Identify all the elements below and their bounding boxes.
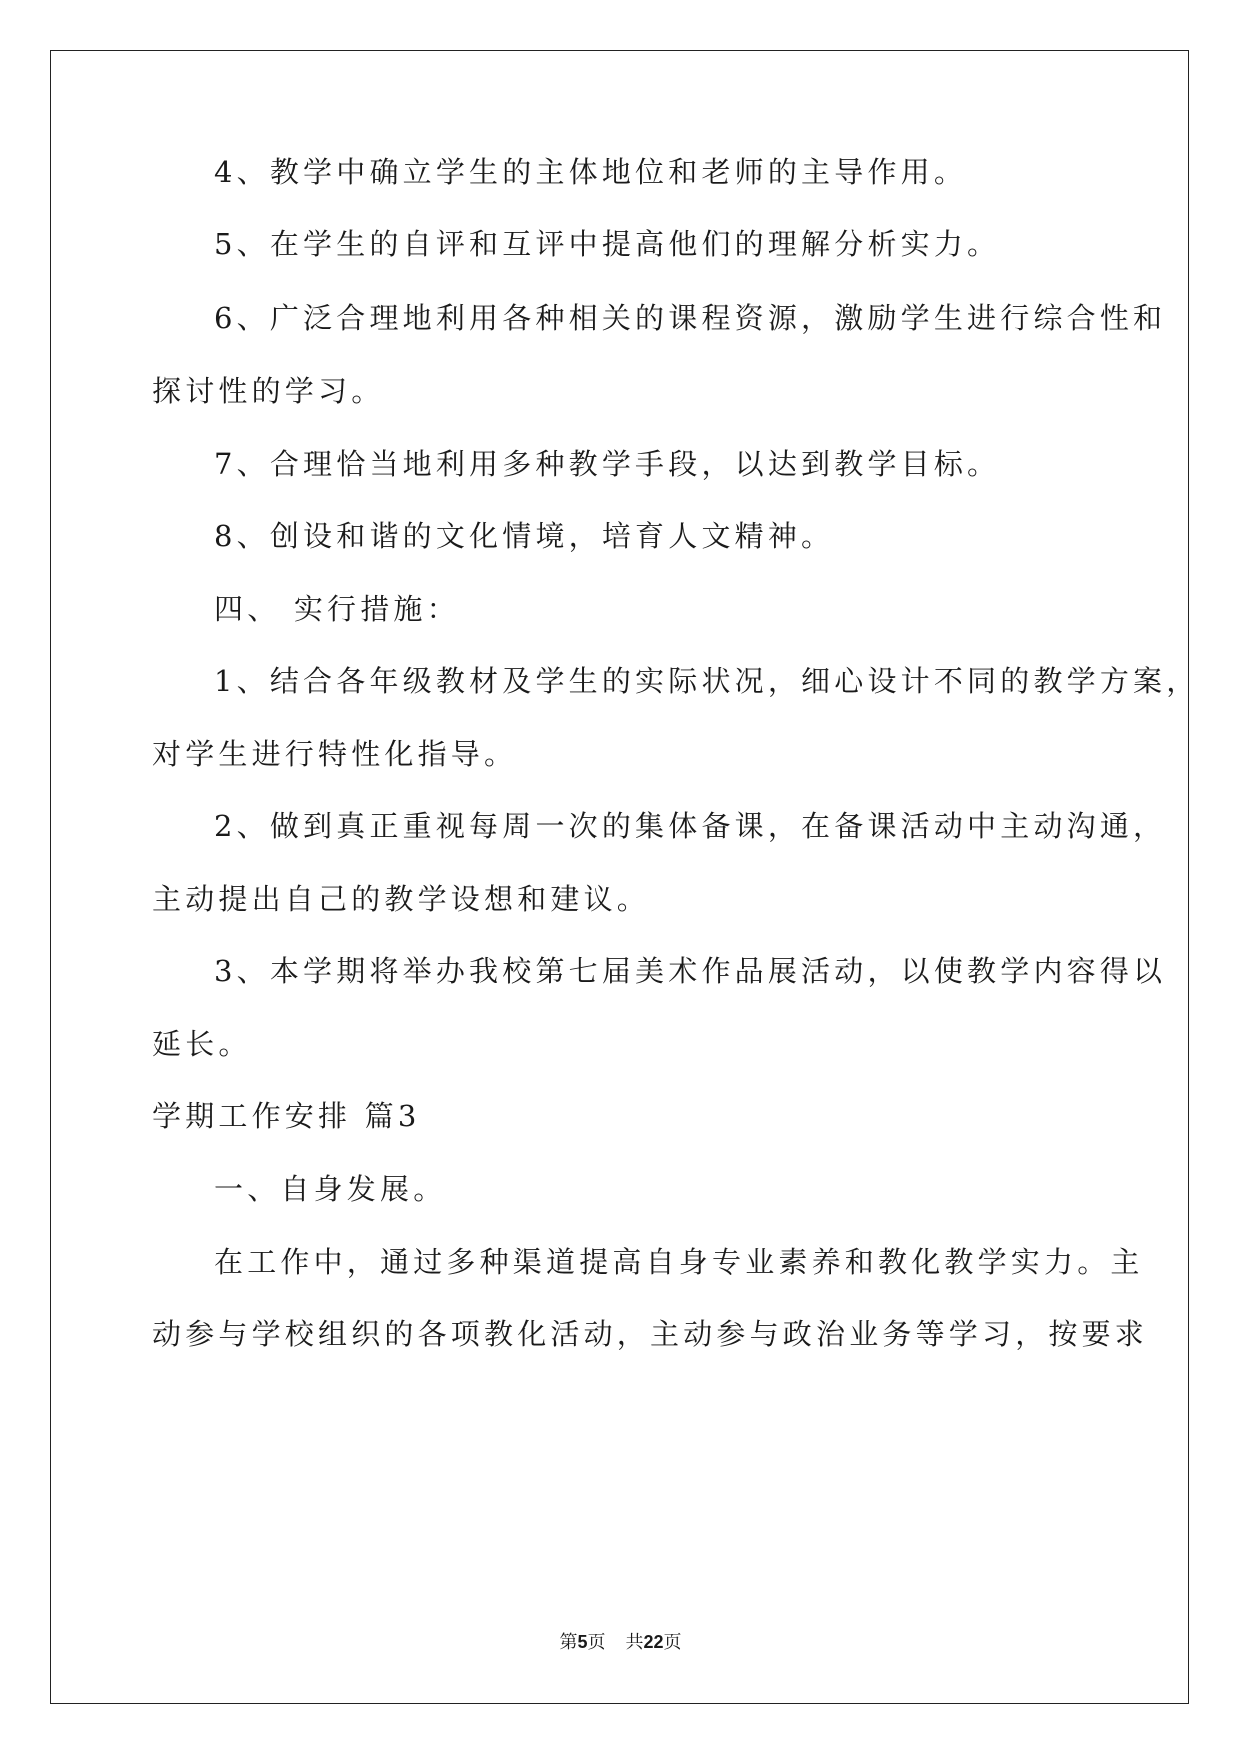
text-line: 在工作中，通过多种渠道提高自身专业素养和教化教学实力。主 <box>214 1245 1144 1279</box>
text-line: 3、本学期将举办我校第七届美术作品展活动，以使教学内容得以 <box>214 954 1167 988</box>
text-line: 5、在学生的自评和互评中提高他们的理解分析实力。 <box>214 227 1001 261</box>
text-line: 2、做到真正重视每周一次的集体备课，在备课活动中主动沟通， <box>214 809 1167 843</box>
page-number: 5 <box>577 1632 588 1652</box>
page-prefix: 第 <box>559 1632 578 1653</box>
total-suffix: 页 <box>663 1632 682 1653</box>
page-footer <box>0 1628 1241 1654</box>
total-prefix: 共 <box>625 1632 644 1653</box>
text-line: 6、广泛合理地利用各种相关的课程资源，激励学生进行综合性和 <box>214 301 1167 335</box>
text-line: 延长。 <box>152 1027 252 1061</box>
text-line: 主动提出自己的教学设想和建议。 <box>152 882 651 916</box>
text-line: 动参与学校组织的各项教化活动，主动参与政治业务等学习，按要求 <box>152 1317 1149 1351</box>
text-line: 四、 实行措施： <box>214 592 460 626</box>
text-line: 7、合理恰当地利用多种教学手段，以达到教学目标。 <box>214 447 1001 481</box>
text-line: 1、结合各年级教材及学生的实际状况，细心设计不同的教学方案， <box>214 664 1200 698</box>
page-frame <box>50 50 1200 1704</box>
text-line: 4、教学中确立学生的主体地位和老师的主导作用。 <box>214 155 968 189</box>
text-line: 8、创设和谐的文化情境，培育人文精神。 <box>214 519 835 553</box>
text-line: 一、自身发展。 <box>214 1172 447 1206</box>
total-pages: 22 <box>643 1632 664 1652</box>
text-line: 学期工作安排 篇3 <box>152 1099 421 1133</box>
text-line: 对学生进行特性化指导。 <box>152 737 518 771</box>
text-line: 探讨性的学习。 <box>152 374 385 408</box>
page-suffix: 页 <box>587 1632 606 1653</box>
